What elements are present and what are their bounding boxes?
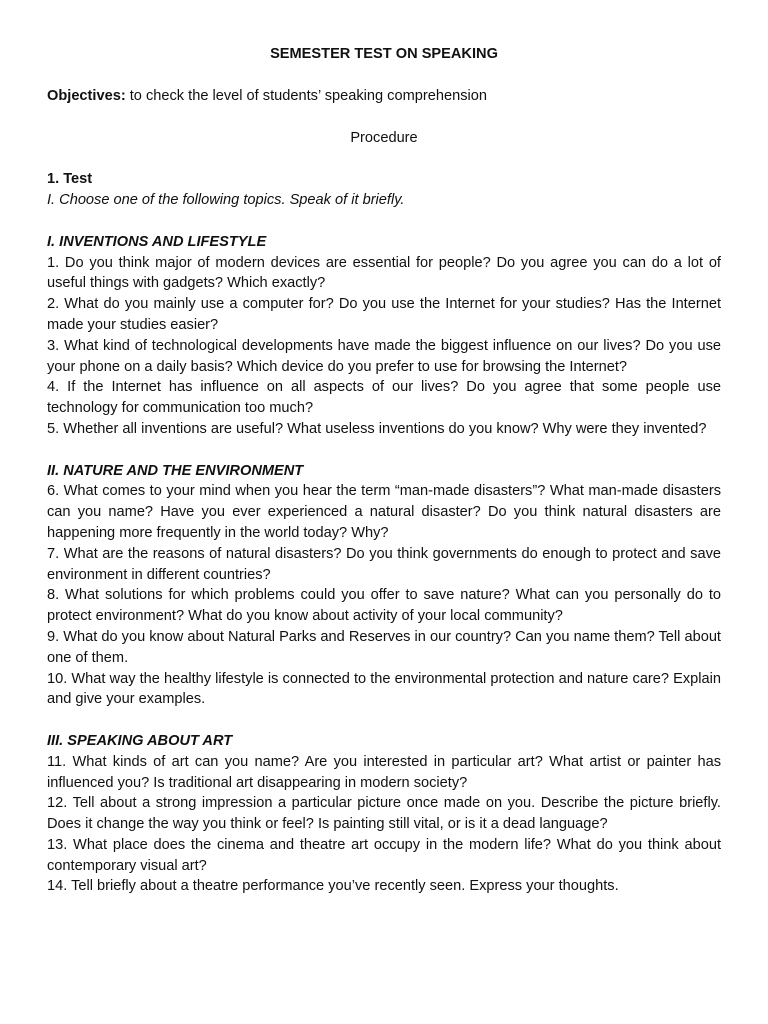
section-heading: III. SPEAKING ABOUT ART <box>47 732 233 749</box>
question-item: 13. What place does the cinema and theatre art occupy in the modern life? What do you think about contemporary visual art? <box>47 836 721 874</box>
question-item: 1. Do you think major of modern devices are essential for people? Do you agree you can do a lot of useful things with gadgets? Which exactly? <box>47 254 721 292</box>
question-item: 7. What are the reasons of natural disasters? Do you think governments do enough to protect and save environment in different countries? <box>47 545 721 583</box>
question-item: 10. What way the healthy lifestyle is connected to the environmental protection and nature care? Explain and give your examples. <box>47 670 721 708</box>
question-item: 14. Tell briefly about a theatre performance you’ve recently seen. Express your thoughts. <box>47 878 619 895</box>
section-heading: I. INVENTIONS AND LIFESTYLE <box>47 233 267 250</box>
page-title: SEMESTER TEST ON SPEAKING <box>270 46 498 62</box>
question-item: 11. What kinds of art can you name? Are you interested in particular art? What artist or painter has influenced you? Is traditional art disappearing in modern society? <box>47 753 721 791</box>
test-heading: 1. Test <box>47 171 93 188</box>
procedure-heading: Procedure <box>350 129 418 146</box>
question-item: 2. What do you mainly use a computer for? Do you use the Internet for your studies? Has the Internet made your studies easier? <box>47 296 721 333</box>
objectives-label: Objectives: <box>47 87 126 104</box>
question-item: 12. Tell about a strong impression a particular picture once made on you. Describe the picture briefly. Does it change the way you think or feel? Is painting still vital, or is it a dead language? <box>47 795 721 833</box>
document-page <box>47 44 721 897</box>
instruction-text: I. Choose one of the following topics. Speak of it briefly. <box>47 192 405 209</box>
section-art <box>47 731 721 897</box>
objectives-line <box>47 86 721 107</box>
section-inventions <box>47 232 721 440</box>
section-heading: II. NATURE AND THE ENVIRONMENT <box>47 462 304 479</box>
question-item: 8. What solutions for which problems could you offer to save nature? What can you personally do to protect environment? What do you know about activity of your local community? <box>47 587 721 625</box>
objectives-text: to check the level of students’ speaking comprehension <box>125 87 487 104</box>
question-item: 6. What comes to your mind when you hear the term “man-made disasters”? What man-made disasters can you name? Have you ever experienced a natural disaster? Do you think natural disasters are happening more frequently in the world today? Why? <box>47 483 721 541</box>
question-item: 4. If the Internet has influence on all aspects of our lives? Do you agree that some people use technology for communication too much? <box>47 379 721 417</box>
question-item: 3. What kind of technological developments have made the biggest influence on our lives? Do you use your phone on a daily basis? Which device do you prefer to use for browsing the Internet? <box>47 337 721 375</box>
question-item: 9. What do you know about Natural Parks and Reserves in our country? Can you name them? Tell about one of them. <box>47 628 721 666</box>
section-nature <box>47 461 721 711</box>
question-item: 5. Whether all inventions are useful? What useless inventions do you know? Why were they invented? <box>47 420 707 437</box>
